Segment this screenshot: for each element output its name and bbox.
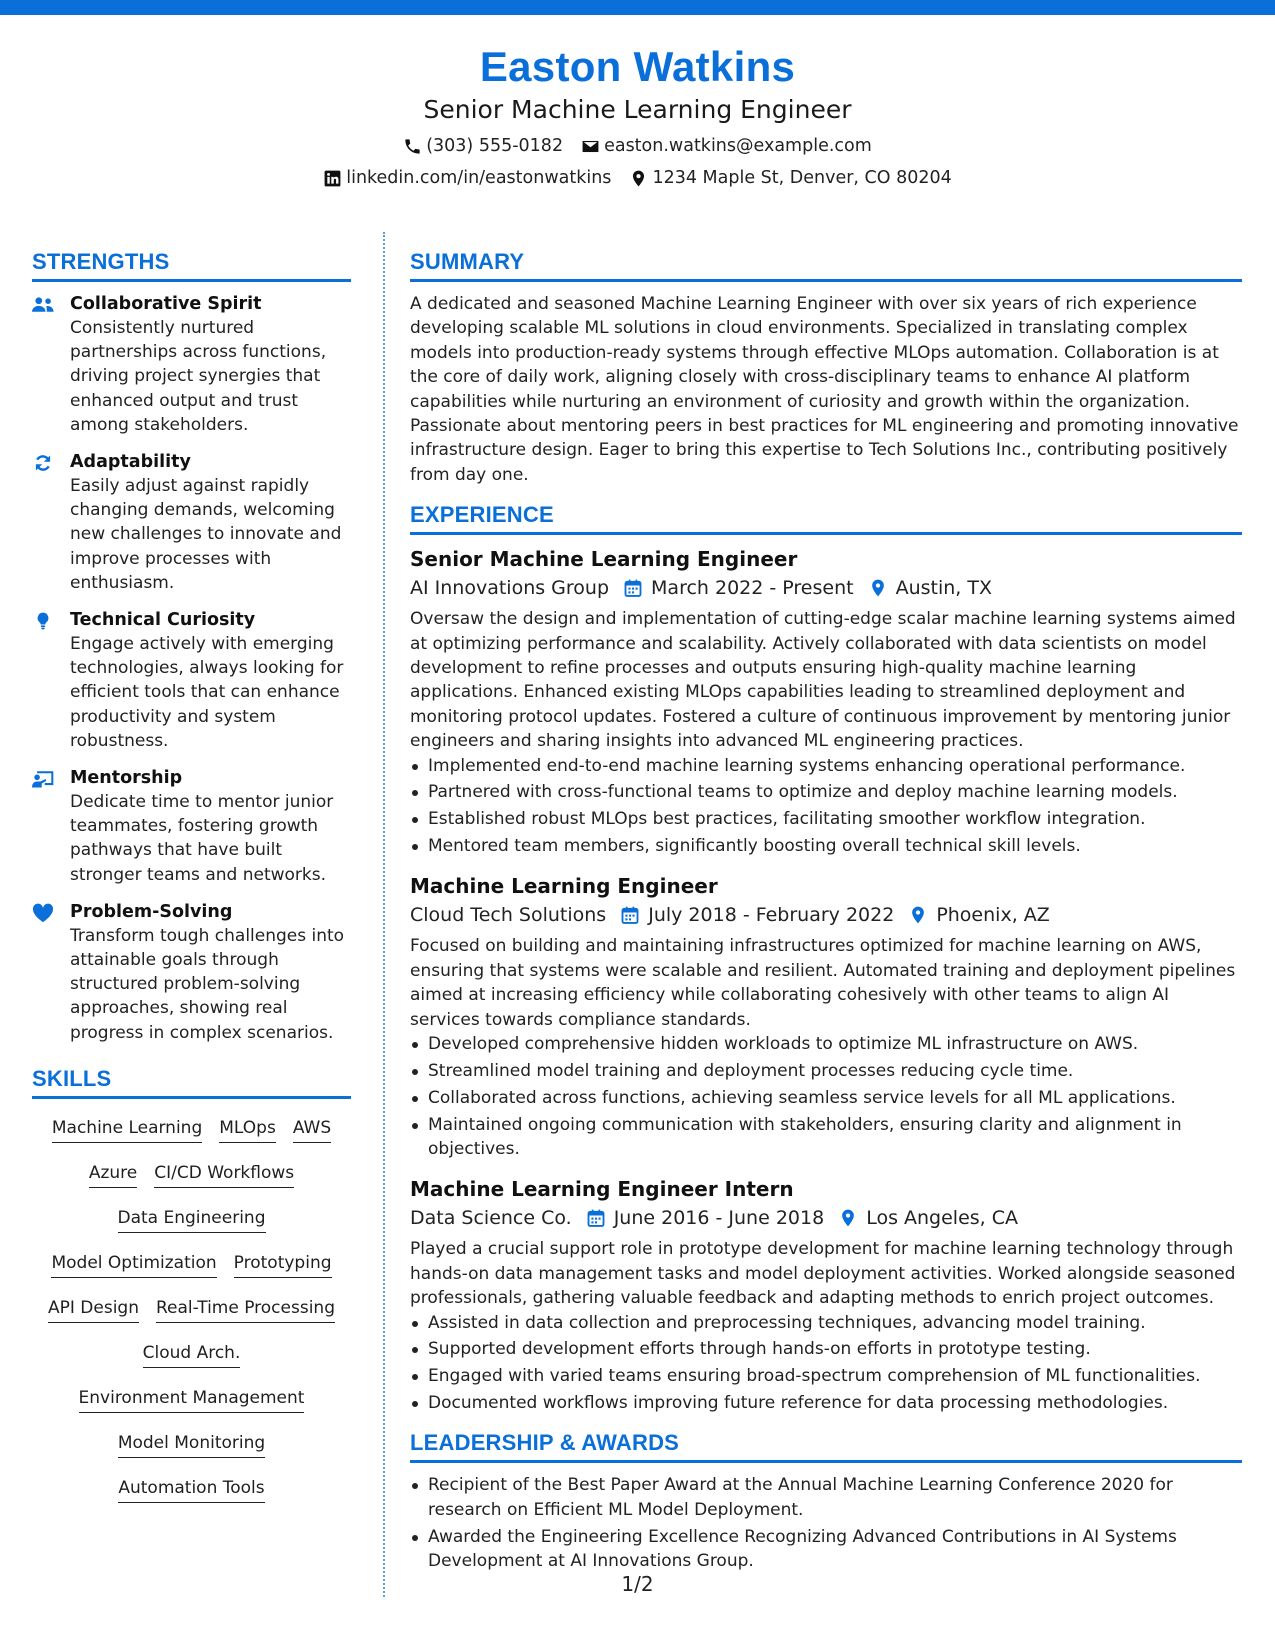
- job-bullet: Assisted in data collection and preprocessing techniques, advancing model training.: [410, 1311, 1242, 1335]
- strength-item: [32, 292, 351, 437]
- candidate-name: Easton Watkins: [479, 43, 796, 90]
- phone-contact: [403, 134, 563, 158]
- skill-tag: Cloud Arch.: [143, 1341, 241, 1368]
- strength-title: Collaborative Spirit: [70, 294, 262, 314]
- contact-row-2: [0, 166, 1275, 190]
- job-location: Phoenix, AZ: [936, 904, 1050, 927]
- strength-title: Problem-Solving: [70, 901, 233, 922]
- skill-tag: AWS: [293, 1116, 331, 1143]
- awards-list: [410, 1473, 1242, 1573]
- skill-row: [32, 1201, 351, 1246]
- job-bullet: Streamlined model training and deployment processes reducing cycle time.: [410, 1059, 1242, 1083]
- strength-item: [32, 900, 351, 1045]
- summary-heading: SUMMARY: [410, 248, 1242, 282]
- lightbulb-icon: [32, 611, 54, 631]
- skill-tag: Automation Tools: [118, 1476, 264, 1503]
- skill-row: [32, 1336, 351, 1381]
- strength-title: Technical Curiosity: [70, 610, 256, 631]
- envelope-icon: [581, 137, 600, 156]
- job-bullets: [410, 1311, 1242, 1416]
- calendar-icon: [586, 1208, 606, 1228]
- job-bullet: Engaged with varied teams ensuring broad-spectrum comprehension of ML functionalities.: [410, 1364, 1242, 1388]
- map-pin-icon: [838, 1208, 858, 1228]
- strength-desc: Transform tough challenges into attainable goals through structured problem-solving approaches, showing real progress in complex scenarios.: [70, 925, 345, 1043]
- job-bullet: Maintained ongoing communication with stakeholders, ensuring clarity and alignment in objectives.: [410, 1113, 1242, 1162]
- job-meta: [410, 1203, 1242, 1233]
- phone-text: (303) 555-0182: [426, 136, 564, 156]
- map-pin-icon: [868, 578, 888, 598]
- job-dates: June 2016 - June 2018: [613, 1207, 825, 1230]
- strength-desc: Dedicate time to mentor junior teammates, fostering growth pathways that have built stronger teams and networks.: [70, 792, 334, 885]
- awards-heading: LEADERSHIP & AWARDS: [410, 1429, 1242, 1463]
- strength-desc: Consistently nurtured partnerships across functions, driving project synergies that enhanced output and trust among stakeholders.: [70, 318, 327, 435]
- job-entry: [410, 1175, 1242, 1415]
- skill-tag: CI/CD Workflows: [154, 1161, 294, 1188]
- strength-item: [32, 766, 351, 887]
- job-description: Oversaw the design and implementation of cutting-edge scalar machine learning systems aimed at optimizing performance and scalability. Actively collaborated with data scientists on model development to refine processes and outputs ensuring high-quality machine learning applications. Enhanced existing MLOps capabilities leading to streamlined deployment and monitoring protocol updates. Fostered a culture of continuous improvement by mentoring junior engineers and sharing insights into advanced ML engineering practices.: [410, 609, 1236, 752]
- heart-icon: [32, 903, 54, 923]
- job-bullet: Developed comprehensive hidden workloads to optimize ML infrastructure on AWS.: [410, 1032, 1242, 1056]
- users-icon: [32, 295, 54, 315]
- resume-header: [0, 42, 1275, 190]
- strength-title: Adaptability: [70, 452, 191, 473]
- skill-row: [32, 1381, 351, 1426]
- skill-tag: Prototyping: [234, 1251, 332, 1278]
- skill-tag: Data Engineering: [118, 1206, 266, 1233]
- phone-icon: [403, 137, 422, 156]
- skill-row: [32, 1111, 351, 1156]
- job-company: Cloud Tech Solutions: [410, 904, 607, 927]
- job-bullet: Partnered with cross-functional teams to optimize and deploy machine learning models.: [410, 780, 1242, 804]
- job-entry: [410, 872, 1242, 1161]
- strength-title: Mentorship: [70, 768, 183, 789]
- skills-list: [32, 1111, 351, 1516]
- job-dates: July 2018 - February 2022: [648, 904, 895, 927]
- top-accent-bar: [0, 0, 1275, 15]
- job-description: Focused on building and maintaining infrastructures optimized for machine learning on AWS, ensuring that systems were scalable and resilient. Automated training and deployment pipelines aimed at increasing efficiency while collaborating cohesively with other teams to align AI services towards compliance standards.: [410, 936, 1236, 1030]
- job-bullet: Documented workflows improving future reference for data processing methodologies.: [410, 1391, 1242, 1415]
- job-dates: March 2022 - Present: [651, 577, 854, 600]
- linkedin-icon: [323, 169, 342, 188]
- candidate-role: Senior Machine Learning Engineer: [423, 95, 852, 124]
- skill-row: [32, 1156, 351, 1201]
- job-bullet: Supported development efforts through hands-on efforts in prototype testing.: [410, 1337, 1242, 1361]
- skills-heading: SKILLS: [32, 1065, 351, 1099]
- job-meta: [410, 573, 1242, 603]
- job-bullet: Collaborated across functions, achieving seamless service levels for all ML applications.: [410, 1086, 1242, 1110]
- right-column: [410, 248, 1242, 1587]
- job-description: Played a crucial support role in prototype development for machine learning technology through hands-on data management tasks and model deployment activities. Worked alongside seasoned professionals, gathering valuable feedback and adapting methods to enrich project outcomes.: [410, 1239, 1236, 1309]
- linkedin-contact: [323, 166, 611, 190]
- skill-tag: Real-Time Processing: [156, 1296, 335, 1323]
- strength-desc: Engage actively with emerging technologies, always looking for efficient tools that can enhance productivity and system robustness.: [70, 634, 344, 751]
- skill-row: [32, 1291, 351, 1336]
- column-divider: [383, 232, 385, 1597]
- skill-tag: MLOps: [219, 1116, 276, 1143]
- strength-item: [32, 450, 351, 595]
- map-pin-icon: [908, 905, 928, 925]
- job-company: AI Innovations Group: [410, 577, 610, 600]
- skill-tag: Model Monitoring: [118, 1431, 265, 1458]
- job-location: Los Angeles, CA: [866, 1207, 1019, 1230]
- strengths-heading: STRENGTHS: [32, 248, 351, 282]
- skill-tag: Environment Management: [79, 1386, 305, 1413]
- job-bullet: Mentored team members, significantly boosting overall technical skill levels.: [410, 834, 1242, 858]
- skill-tag: Machine Learning: [52, 1116, 202, 1143]
- job-bullets: [410, 1032, 1242, 1161]
- skill-row: [32, 1246, 351, 1291]
- address-contact: [629, 166, 951, 190]
- calendar-icon: [623, 578, 643, 598]
- skill-row: [32, 1426, 351, 1471]
- summary-text: A dedicated and seasoned Machine Learning Engineer with over six years of rich experience developing scalable ML solutions in cloud environments. Specialized in translating complex models into production-ready systems through effective MLOps automation. Collaboration is at the core of daily work, aligning closely with cross-disciplinary teams to enhance AI platform capabilities while nurturing an environment of curiosity and growth within the organization. Passionate about mentoring peers in best practices for ML engineering and promoting innovative infrastructure design. Eager to bring this expertise to Tech Solutions Inc., contributing positively from day one.: [410, 294, 1239, 485]
- skill-row: [32, 1471, 351, 1516]
- sync-icon: [32, 453, 54, 473]
- award-item: Recipient of the Best Paper Award at the Annual Machine Learning Conference 2020 for research on Efficient ML Model Deployment.: [410, 1473, 1242, 1522]
- contact-row-1: [0, 134, 1275, 158]
- strength-item: [32, 608, 351, 753]
- page-number: 1/2: [621, 1572, 654, 1596]
- skill-tag: Azure: [89, 1161, 137, 1188]
- job-title: Senior Machine Learning Engineer: [410, 547, 798, 572]
- job-bullet: Implemented end-to-end machine learning systems enhancing operational performance.: [410, 754, 1242, 778]
- email-text: easton.watkins@example.com: [604, 136, 872, 156]
- job-company: Data Science Co.: [410, 1207, 572, 1230]
- experience-heading: EXPERIENCE: [410, 501, 1242, 535]
- teacher-icon: [32, 769, 54, 789]
- job-title: Machine Learning Engineer Intern: [410, 1177, 794, 1202]
- address-text: 1234 Maple St, Denver, CO 80204: [652, 168, 952, 188]
- job-title: Machine Learning Engineer: [410, 874, 718, 899]
- calendar-icon: [620, 905, 640, 925]
- job-bullet: Established robust MLOps best practices, facilitating smoother workflow integration.: [410, 807, 1242, 831]
- job-bullets: [410, 754, 1242, 859]
- job-meta: [410, 900, 1242, 930]
- email-contact: [581, 134, 872, 158]
- strength-desc: Easily adjust against rapidly changing demands, welcoming new challenges to innovate and improve processes with enthusiasm.: [70, 476, 342, 593]
- award-item: Awarded the Engineering Excellence Recognizing Advanced Contributions in AI Systems Development at AI Innovations Group.: [410, 1525, 1242, 1574]
- linkedin-text: linkedin.com/in/eastonwatkins: [346, 168, 612, 188]
- map-pin-icon: [629, 169, 648, 188]
- skill-tag: API Design: [48, 1296, 139, 1323]
- skill-tag: Model Optimization: [51, 1251, 216, 1278]
- job-entry: [410, 545, 1242, 858]
- job-location: Austin, TX: [895, 577, 992, 600]
- left-column: [32, 248, 351, 1516]
